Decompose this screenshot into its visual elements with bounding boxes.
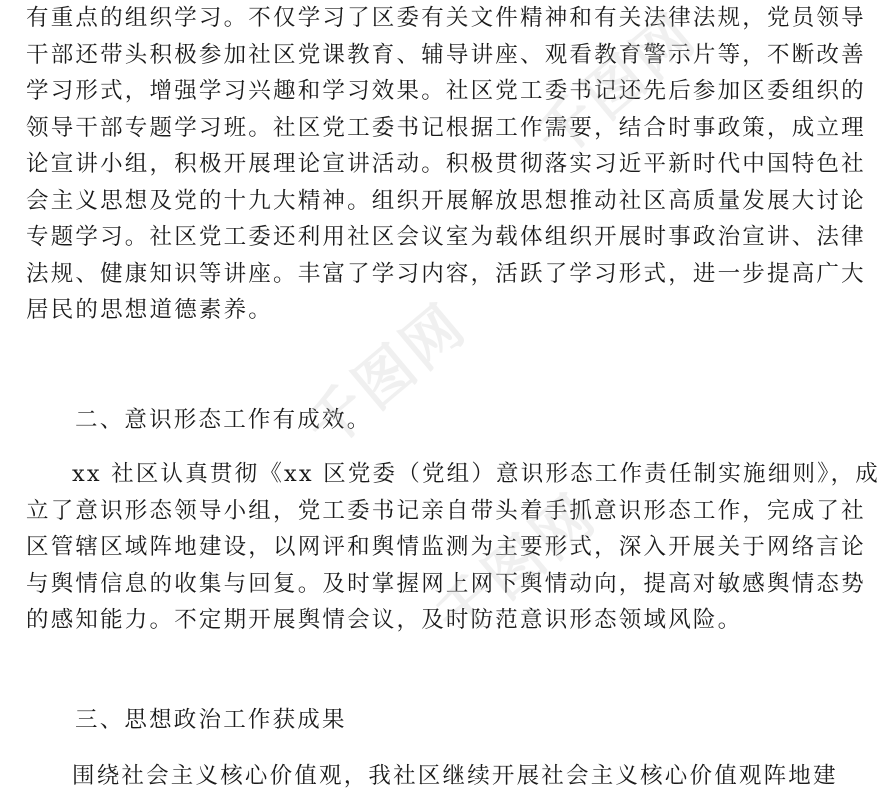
paragraph-line: 有重点的组织学习。不仅学习了区委有关文件精神和有关法律法规，党员领导 <box>26 5 866 31</box>
paragraph-line: 居民的思想道德素养。 <box>26 297 274 323</box>
watermark: 千图网 <box>523 0 710 172</box>
paragraph-line: 学习形式，增强学习兴趣和学习效果。社区党工委书记还先后参加区委组织的 <box>26 78 866 104</box>
paragraph-line: 与舆情信息的收集与回复。及时掌握网上网下舆情动向，提高对敏感舆情态势 <box>26 570 866 597</box>
paragraph-line: 会主义思想及党的十九大精神。组织开展解放思想推动社区高质量发展大讨论 <box>26 187 866 214</box>
paragraph-line: 领导干部专题学习班。社区党工委书记根据工作需要，结合时事政策，成立理 <box>26 114 866 141</box>
paragraph-study <box>26 0 866 329</box>
paragraph-line: 论宣讲小组，积极开展理论宣讲活动。积极贯彻落实习近平新时代中国特色社 <box>26 151 866 177</box>
paragraph-line: 干部还带头积极参加社区党课教育、辅导讲座、观看教育警示片等，不断改善 <box>26 41 866 68</box>
paragraph-ideology <box>26 456 880 639</box>
paragraph-line: 的感知能力。不定期开展舆情会议，及时防范意识形态领域风险。 <box>26 607 743 633</box>
paragraph-line: 法规、健康知识等讲座。丰富了学习内容，活跃了学习形式，进一步提高广大 <box>26 260 866 287</box>
paragraph-line: 立了意识形态领导小组，党工委书记亲自带头着手抓意识形态工作，完成了社 <box>26 497 866 524</box>
section-heading-political: 三、思想政治工作获成果 <box>75 707 347 733</box>
paragraph-line: 区管辖区域阵地建设，以网评和舆情监测为主要形式，深入开展关于网络言论 <box>26 534 866 560</box>
watermark: 千图网 <box>293 290 480 462</box>
section-heading-ideology: 二、意识形态工作有成效。 <box>75 407 372 433</box>
paragraph-line: 围绕社会主义核心价值观，我社区继续开展社会主义核心价值观阵地建 <box>72 763 838 789</box>
paragraph-political <box>26 758 838 795</box>
paragraph-line: 专题学习。社区党工委还利用社区会议室为载体组织开展时事政治宣讲、法律 <box>26 224 866 250</box>
watermark: 千图网 <box>423 480 610 652</box>
paragraph-line: xx 社区认真贯彻《xx 区党委（党组）意识形态工作责任制实施细则》，成 <box>72 461 880 487</box>
